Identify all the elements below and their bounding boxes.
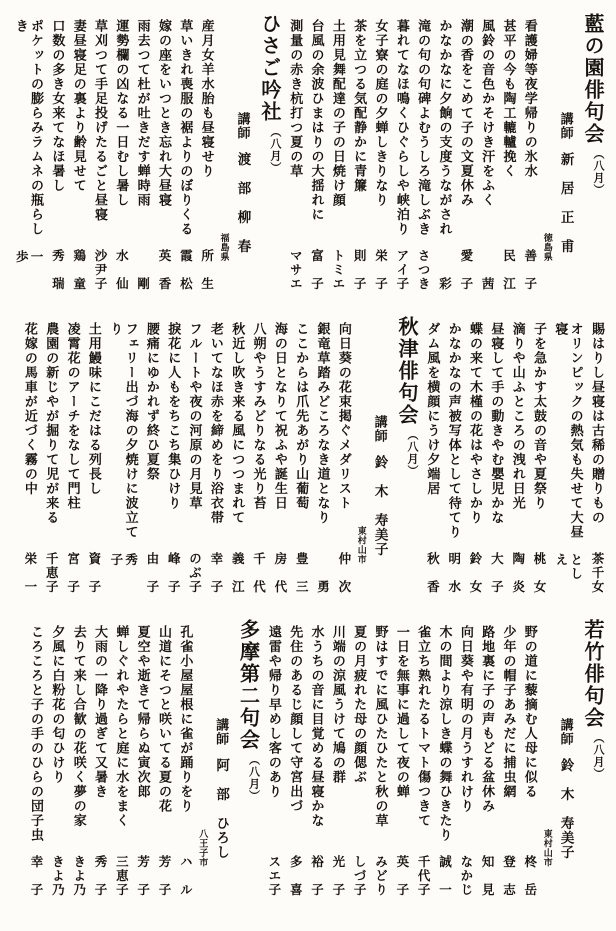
poem-text: かなかなの声被写体として待てり [445, 322, 461, 540]
poem-text: オリンピックの熱気も失せて大昼寝 [552, 322, 583, 540]
poem-column [134, 11, 149, 311]
poem-author: マサエ [288, 249, 304, 291]
poem-column [589, 314, 604, 614]
poem-column [156, 617, 171, 917]
poem-column [92, 11, 107, 311]
poem-column [266, 617, 281, 917]
poem-column [314, 314, 329, 614]
teacher-name: 鈴 木 寿美子 [557, 757, 574, 859]
poem-text: ダム風を横顔にうけ夕端居 [424, 322, 440, 496]
poem-text: 茶を立つる気配静かに青簾 [351, 19, 367, 193]
poem-text: 土用鰻味にこだはる列長し [85, 322, 101, 496]
poem-author: 茜 [480, 277, 496, 291]
poem-author: 英 香 [157, 249, 172, 291]
poem-text: 雨去つて杜が吐きだす蝉時雨 [134, 19, 150, 208]
poem-column [177, 11, 192, 311]
poem-text: ここからは爪先あがり山葡萄 [293, 322, 309, 511]
poem-text: 孔雀小屋屋根に雀が踊りをり [177, 625, 193, 814]
poem-author: さつき [416, 249, 432, 291]
section-header-column [258, 11, 280, 311]
poem-text: 少年の帽子あみだに捕虫網 [500, 625, 516, 799]
teacher-name: 渡 部 柳 春 [234, 151, 251, 253]
poem-author: 千恵子 [44, 552, 60, 594]
poem-column [457, 11, 472, 311]
teacher-name: 鈴 木 寿美子 [371, 454, 388, 556]
teacher-column [557, 617, 573, 917]
poem-author: しづ子 [352, 855, 368, 897]
poem-column [12, 11, 43, 311]
poem-author: 秋 香 [425, 552, 441, 594]
section-header-column [582, 617, 604, 917]
poem-text: 向日葵の花束掲ぐメダリスト [335, 322, 351, 511]
poem-column [372, 11, 387, 311]
poem-text: 農園の新じやが掘りて児が来る [43, 322, 59, 525]
place-name: 東村山市 [355, 526, 366, 564]
poem-text: 産月女羊水胎も昼寝せり [198, 19, 214, 179]
poem-text: 去りて来し合歓の花咲く夢の家 [70, 625, 86, 828]
poem-column [330, 11, 345, 311]
poem-author: 秀 子 [93, 855, 109, 897]
poem-author: 鶏 童 [71, 249, 87, 291]
section-block [28, 617, 260, 917]
text-band [8, 11, 604, 311]
poem-column [500, 617, 515, 917]
poem-text: 滴りや山ふところの洩れ日光 [509, 322, 525, 511]
poem-author: 茶千女 [590, 552, 605, 594]
poem-author: 愛 子 [458, 249, 474, 291]
section-block [266, 617, 604, 917]
poem-column [287, 617, 302, 917]
poem-author: 多 喜 [288, 855, 304, 897]
poem-author: 知 見 [480, 855, 496, 897]
poem-text: 遠雷や帰り早めし客のあり [265, 625, 281, 799]
poem-author: 所 生 [199, 249, 215, 291]
poem-text: 路地裏に子の声もどる盆休み [479, 625, 495, 814]
poem-author: トミエ [330, 249, 346, 291]
poem-author: 幸 子 [208, 552, 224, 594]
text-band [8, 617, 604, 917]
poem-text: 滝の句の句碑よむうしろ滝しぶき [415, 19, 431, 237]
poem-text: 草いきれ喪服の裾よりのぼりくる [177, 19, 193, 237]
poem-author: 民 江 [501, 249, 517, 291]
place-name: 東村山市 [541, 829, 552, 867]
poem-column [229, 314, 244, 614]
poem-text: 銀竜草踏みどころなき道となり [314, 322, 330, 525]
poem-text: ころころと子の手のひらの団子虫 [28, 625, 44, 843]
poem-text: 先住のあるじ顔して守宮出づ [287, 625, 303, 814]
poem-column [107, 314, 138, 614]
poem-text: 捩花に人もをちこち集ひけり [165, 322, 181, 511]
poem-column [509, 314, 524, 614]
poem-text: 野の道に藜摘む人母に似る [521, 625, 537, 799]
poem-author: 水 仙 [114, 249, 130, 291]
poem-text: 運勢欄の凶なる一日むし暑し [113, 19, 129, 208]
poem-text: 野はすでに風ひたひたと秋の草 [372, 625, 388, 828]
poem-author: 剛 [135, 277, 151, 291]
poem-column [250, 314, 265, 614]
poem-text: 風鈴の音色かそけき汗をふく [479, 19, 495, 208]
poem-author: 峰 子 [166, 552, 182, 594]
poem-author: 芳 子 [157, 855, 172, 897]
poem-author: 豊 三 [294, 552, 310, 594]
poem-column [156, 11, 171, 311]
poem-column [49, 617, 64, 917]
poem-text: 向日葵や有明の月うすれけり [457, 625, 473, 814]
poem-column [86, 314, 101, 614]
poem-author: 秀 瑞 [50, 249, 66, 291]
poem-column [488, 314, 503, 614]
poem-column [372, 617, 387, 917]
poem-column [198, 11, 213, 311]
section-block [12, 11, 280, 311]
poem-column [165, 314, 180, 614]
section-month-label: （八月） [592, 732, 605, 780]
poem-column [521, 617, 536, 917]
poem-text: かなかなに夕餉の支度うながされ [436, 19, 452, 237]
poem-author: 桃 女 [532, 552, 548, 594]
poem-column [415, 11, 430, 311]
poem-column [436, 11, 451, 311]
poem-text: フルートや夜の河原の月見草 [186, 322, 202, 511]
place-column [196, 617, 206, 917]
poem-column [177, 617, 192, 917]
poem-column [479, 11, 494, 311]
section-title: ひさご吟社 [257, 13, 282, 123]
poem-author: 幸 子 [29, 855, 45, 897]
poem-author: アイ子 [394, 249, 410, 291]
poem-column [308, 617, 323, 917]
poem-author: 富 子 [309, 249, 325, 291]
poem-text: 川端の涼風うけて鳩の群 [329, 625, 345, 785]
poem-column [330, 617, 345, 917]
place-name: 福島県 [218, 232, 229, 261]
teacher-label: 講師 [557, 717, 573, 746]
poem-column [415, 617, 430, 917]
place-column [355, 314, 365, 614]
poem-author: 柊 岳 [522, 855, 538, 897]
poem-author: 資 子 [86, 552, 102, 594]
teacher-column [371, 314, 387, 614]
poem-column [394, 11, 409, 311]
poem-text: 草刈つて手足投げたるごと昼寝 [92, 19, 108, 222]
section-month-label: （八月） [406, 429, 420, 477]
poem-column [394, 617, 409, 917]
poem-text: 夕風に白粉花の匂ひけり [49, 625, 65, 785]
poem-text: 八朔やうすみどりなる光り苔 [250, 322, 266, 511]
section-month-label: （八月） [247, 754, 261, 802]
poem-column [113, 617, 128, 917]
poem-author: 光 子 [330, 855, 346, 897]
poem-column [272, 314, 287, 614]
poem-author: 三恵子 [114, 855, 130, 897]
poem-author: 千 代 [251, 552, 267, 594]
poem-column [500, 11, 515, 311]
poem-column [22, 314, 37, 614]
section-continuation-block [424, 314, 604, 614]
poem-column [70, 617, 85, 917]
poem-author: 一 歩 [14, 250, 45, 279]
teacher-label: 講師 [557, 111, 573, 140]
poem-author: 栄 一 [22, 552, 38, 594]
poem-author: 善 子 [522, 249, 538, 291]
poem-column [479, 617, 494, 917]
poem-column [424, 314, 439, 614]
poem-text: 嫁の座をいつとき忘れ大昼寝 [156, 19, 171, 208]
poem-column [134, 617, 149, 917]
section-header-column [396, 314, 418, 614]
section-title: 多摩第二句会 [236, 619, 261, 751]
poem-text: 潮の香をこめて子の文夏休み [457, 19, 473, 208]
poem-text: 一日を無事に過して夜の蝉 [393, 625, 409, 799]
poem-author: 沙尹子 [93, 249, 109, 291]
teacher-column [212, 617, 228, 917]
poem-author: 宮 子 [65, 552, 81, 594]
poem-author: 裕 子 [309, 855, 325, 897]
poem-column [144, 314, 159, 614]
poem-column [49, 11, 64, 311]
poem-author: 芳 子 [135, 855, 151, 897]
section-header-column [582, 11, 604, 311]
place-name: 徳島県 [541, 232, 552, 261]
section-month-label: （八月） [268, 126, 282, 174]
poem-author: 霞 松 [178, 249, 194, 291]
poem-author: 大 子 [489, 552, 505, 594]
place-column [541, 11, 551, 311]
poem-author: 登 志 [501, 855, 517, 897]
poem-author: 秀 子 [108, 553, 139, 582]
poem-author: なかじ [458, 855, 474, 897]
poem-column [43, 314, 58, 614]
poem-text: 花嫁の馬車が近づく霧の中 [21, 322, 37, 496]
teacher-label: 講師 [371, 414, 387, 443]
poem-column [92, 617, 107, 917]
poem-text: 賜はりし昼寝は古稀の贈りもの [589, 322, 604, 525]
teacher-column [234, 11, 250, 311]
poem-column [445, 314, 460, 614]
poem-text: 口数の多き女来てなほ暑し [49, 19, 65, 193]
poem-column [113, 11, 128, 311]
poem-text: 妻昼寝足の裏より齢見せて [70, 19, 86, 193]
poem-text: 測量の赤き杭打つ夏の草 [287, 19, 303, 179]
poem-author: 由 子 [144, 552, 160, 594]
poem-text: 秋近し吹き来る風につつまれて [229, 322, 245, 525]
poem-column [521, 11, 536, 311]
poem-column [436, 617, 451, 917]
poem-column [208, 314, 223, 614]
poem-text: 木の間より涼しき蝶の舞ひきたり [436, 625, 452, 843]
poem-text: 女子寮の庭の夕蝉しきりなり [372, 19, 388, 208]
poem-column [351, 617, 366, 917]
poem-text: 昼寝して手の動きやむ嬰児かな [488, 322, 504, 525]
poem-text: 蝉しぐれやたらと庭に水をまく [113, 625, 129, 828]
place-column [218, 11, 228, 311]
poem-author: みどり [373, 855, 389, 897]
poem-author: きよ乃 [71, 855, 87, 897]
poem-author: としえ [553, 553, 584, 582]
teacher-name: 新 居 正 甫 [557, 151, 574, 253]
place-name: 八王子市 [197, 829, 208, 867]
section-title: 藍の園俳句会 [581, 13, 605, 145]
section-title: 若竹俳句会 [581, 619, 605, 729]
poem-column [308, 11, 323, 311]
poem-column [64, 314, 79, 614]
poem-author: 勇 [315, 580, 331, 594]
poem-author: 英 子 [394, 855, 410, 897]
poem-text: 暮れてなほ鳴くひぐらしや峡泊り [393, 19, 409, 237]
teacher-label: 講師 [213, 717, 229, 746]
poem-column [70, 11, 85, 311]
poem-text: 腰痛にゆかれず終ひ夏祭 [143, 322, 159, 482]
poem-text: 凌霄花のアーチをなして門柱 [64, 322, 80, 511]
poem-author: 誠 一 [437, 855, 453, 897]
poem-author: きよ乃 [50, 855, 66, 897]
text-band [8, 314, 604, 614]
poem-text: 老いてなほ赤を締めをり浴衣帯 [207, 322, 223, 525]
poem-text: 蝶の来て木槿の花はやさしかり [467, 322, 483, 525]
teacher-name: 阿 部 ひろし [213, 757, 230, 859]
poem-text: 水うちの音に目覚める昼寝かな [308, 625, 324, 828]
poem-author: 明 水 [446, 552, 462, 594]
poem-author: 仲 次 [336, 552, 352, 594]
poem-author: 義 江 [230, 552, 246, 594]
section-block [22, 314, 418, 614]
poem-text: 夏の月疲れた母の顔偲ぶ [351, 625, 367, 785]
poem-author: 則 子 [352, 249, 368, 291]
section-month-label: （八月） [592, 148, 605, 196]
poem-text: ポケットの膨らみラムネの瓶らしき [12, 19, 44, 237]
poem-text: 甚平の今も陶工轆轤挽く [500, 19, 516, 179]
poem-column [287, 11, 302, 311]
poem-author: 房 代 [272, 552, 288, 594]
poem-text: フェリー出づ海の夕焼けに波立てり [107, 322, 138, 540]
poem-text: 雀立ち熟れたるトマト傷つきて [415, 625, 431, 828]
poem-text: 大雨の一降り過ぎて又暑き [92, 625, 108, 799]
poem-author: スエ子 [266, 855, 282, 897]
poem-author: 陶 炎 [510, 552, 526, 594]
poem-author: ハ ル [178, 855, 194, 897]
poem-text: 台風の余波ひまはりの大揺れに [308, 19, 324, 222]
poem-column [531, 314, 546, 614]
section-block [287, 11, 604, 311]
poem-column [293, 314, 308, 614]
poem-text: 土用見舞配達の子の日焼け顔 [329, 19, 345, 208]
poem-author: 千代子 [416, 855, 432, 897]
poem-column [351, 11, 366, 311]
poem-column [336, 314, 351, 614]
poem-column [28, 617, 43, 917]
poem-text: 山道にそつと咲いてる夏の花 [156, 625, 171, 814]
poem-author: のぶ子 [187, 552, 203, 594]
teacher-column [557, 11, 573, 311]
poem-column [467, 314, 482, 614]
poem-text: 看護婦等夜学帰りの氷水 [521, 19, 537, 179]
poem-column [457, 617, 472, 917]
poem-text: 夏空や逝きて帰らぬ寅次郎 [134, 625, 150, 799]
place-column [541, 617, 551, 917]
poem-column [552, 314, 583, 614]
section-header-column [237, 617, 259, 917]
poem-author: 鈴 女 [468, 552, 484, 594]
poem-text: 海の日となりて祝ふや誕生日 [271, 322, 287, 511]
teacher-label: 講師 [234, 111, 250, 140]
section-title: 秋津俳句会 [395, 316, 420, 426]
poem-column [186, 314, 201, 614]
poem-text: 子を急かす太鼓の音や夏祭り [531, 322, 547, 511]
poem-author: 彩 [437, 277, 453, 291]
poem-author: 栄 子 [373, 249, 389, 291]
